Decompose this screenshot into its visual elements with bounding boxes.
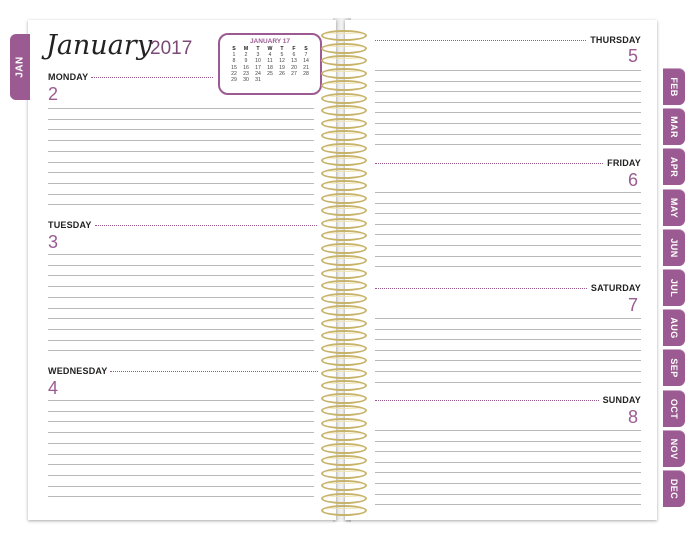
date-cell: 20 <box>291 64 297 71</box>
ruled-line <box>48 275 314 276</box>
ruled-line <box>375 382 641 383</box>
ruled-line <box>48 204 314 205</box>
ruled-line <box>375 318 641 319</box>
ruled-line <box>48 486 314 487</box>
ruled-line <box>48 162 314 163</box>
coil-ring <box>321 155 367 166</box>
date-cell: 25 <box>267 70 273 77</box>
date-cell: 24 <box>255 70 261 77</box>
ruled-line <box>48 172 314 173</box>
ruled-line <box>375 441 641 442</box>
date-cell: 8 <box>232 58 236 65</box>
day-name: SATURDAY <box>590 283 641 293</box>
weekday-label: W <box>267 46 273 52</box>
ruled-line <box>48 475 314 476</box>
date-cell <box>276 77 288 83</box>
coil-ring <box>321 468 367 479</box>
ruled-line <box>48 421 314 422</box>
weekday-label: T <box>256 46 260 52</box>
ruled-line <box>48 151 314 152</box>
ruled-line <box>48 286 314 287</box>
mini-calendar-title: JANUARY 17 <box>249 38 291 45</box>
ruled-line <box>48 318 314 319</box>
year-title: 2017 <box>150 38 193 59</box>
ruled-line <box>48 454 314 455</box>
coil-ring <box>321 480 367 491</box>
month-tab-apr[interactable] <box>663 148 685 185</box>
ruled-line <box>48 140 314 141</box>
month-tab-dec[interactable] <box>663 470 685 507</box>
ruled-line <box>48 183 314 184</box>
date-cell <box>264 77 276 83</box>
month-tab-jan[interactable] <box>10 34 30 100</box>
ruled-line <box>48 443 314 444</box>
day-name: WEDNESDAY <box>48 366 108 376</box>
mini-calendar-grid <box>228 46 312 83</box>
coil-ring <box>321 405 367 416</box>
weekday-label: S <box>232 46 236 52</box>
right-page <box>345 20 657 520</box>
ruled-line <box>375 70 641 71</box>
month-tab-label: MAR <box>669 116 679 139</box>
ruled-line <box>375 245 641 246</box>
ruled-line <box>375 224 641 225</box>
coil-ring <box>321 205 367 216</box>
date-cell: 28 <box>303 70 309 77</box>
ruled-line <box>375 256 641 257</box>
day-header-wednesday <box>48 366 318 376</box>
day-name: MONDAY <box>48 72 89 82</box>
ruled-line <box>375 234 641 235</box>
coil-ring <box>321 43 367 54</box>
ruled-line <box>375 494 641 495</box>
month-tab-jul[interactable] <box>663 269 685 306</box>
coil-ring <box>321 280 367 291</box>
weekday-label: T <box>280 46 284 52</box>
coil-ring <box>321 268 367 279</box>
day-name: FRIDAY <box>607 158 641 168</box>
ruled-line <box>48 265 314 266</box>
ruled-line <box>48 432 314 433</box>
ruled-line <box>48 340 314 341</box>
month-tab-label: SEP <box>669 358 679 378</box>
date-cell: 2 <box>244 52 248 59</box>
day-number: 5 <box>628 46 639 66</box>
date-cell: 17 <box>255 64 261 71</box>
month-tab-label: APR <box>669 157 679 178</box>
coil-ring <box>321 330 367 341</box>
coil-ring <box>321 293 367 304</box>
coil-ring <box>321 318 367 329</box>
day-name: THURSDAY <box>590 35 641 45</box>
month-tab-label: FEB <box>669 77 679 97</box>
month-tab-sep[interactable] <box>663 349 685 386</box>
coil-ring <box>321 243 367 254</box>
coil-ring <box>321 430 367 441</box>
day-number: 6 <box>628 170 639 190</box>
date-cell: 4 <box>268 52 272 59</box>
date-cell: 11 <box>267 58 273 65</box>
dotted-divider <box>375 40 586 41</box>
day-header-monday <box>48 72 213 82</box>
coil-ring <box>321 93 367 104</box>
mini-calendar <box>218 33 322 95</box>
date-cell: 1 <box>232 52 236 59</box>
date-cell: 27 <box>291 70 297 77</box>
month-tab-aug[interactable] <box>663 309 685 346</box>
ruled-line <box>375 134 641 135</box>
coil-ring <box>321 168 367 179</box>
month-tab-label: OCT <box>669 398 679 419</box>
day-header-friday <box>375 158 641 168</box>
date-cell: 26 <box>279 70 285 77</box>
weekday-label: M <box>243 46 249 52</box>
dotted-divider <box>375 400 599 401</box>
dotted-divider <box>375 163 603 164</box>
coil-ring <box>321 193 367 204</box>
dotted-divider <box>91 77 213 78</box>
date-cell: 21 <box>303 64 309 71</box>
dotted-divider <box>375 288 587 289</box>
day-name: SUNDAY <box>602 395 641 405</box>
date-cell: 22 <box>231 70 237 77</box>
day-number: 3 <box>48 232 59 252</box>
ruled-line <box>48 411 314 412</box>
date-cell: 15 <box>231 64 237 71</box>
ruled-line <box>375 81 641 82</box>
coil-ring <box>321 80 367 91</box>
date-cell: 3 <box>256 52 260 59</box>
ruled-line <box>48 254 314 255</box>
date-cell: 5 <box>280 52 284 59</box>
day-number: 4 <box>48 378 59 398</box>
ruled-line <box>375 213 641 214</box>
day-name: TUESDAY <box>48 220 92 230</box>
date-cell: 6 <box>292 52 296 59</box>
ruled-line <box>375 504 641 505</box>
date-cell: 19 <box>279 64 285 71</box>
day-number: 8 <box>628 407 639 427</box>
ruled-line <box>375 144 641 145</box>
month-tab-label: JAN <box>14 56 26 78</box>
date-cell: 13 <box>291 58 297 65</box>
weekday-label: S <box>304 46 308 52</box>
coil-ring <box>321 443 367 454</box>
ruled-line <box>48 194 314 195</box>
dotted-divider <box>110 371 318 372</box>
coil-ring <box>321 255 367 266</box>
ruled-line <box>48 350 314 351</box>
ruled-line <box>375 192 641 193</box>
coil-ring <box>321 230 367 241</box>
date-cell <box>300 77 312 83</box>
date-cell: 14 <box>303 58 309 65</box>
date-cell: 18 <box>267 64 273 71</box>
ruled-line <box>375 483 641 484</box>
month-tab-label: AUG <box>669 317 679 339</box>
ruled-line <box>375 472 641 473</box>
day-header-sunday <box>375 395 641 405</box>
ruled-line <box>375 266 641 267</box>
day-header-tuesday <box>48 220 317 230</box>
date-cell: 23 <box>243 70 249 77</box>
coil-ring <box>321 393 367 404</box>
coil-ring <box>321 493 367 504</box>
month-title: January <box>46 30 152 61</box>
ruled-line <box>48 129 314 130</box>
coil-ring <box>321 180 367 191</box>
date-cell: 30 <box>243 77 249 84</box>
month-tab-mar[interactable] <box>663 108 685 145</box>
ruled-line <box>375 360 641 361</box>
date-cell: 12 <box>279 58 285 65</box>
ruled-line <box>48 119 314 120</box>
ruled-line <box>375 371 641 372</box>
coil-ring <box>321 30 367 41</box>
date-cell: 31 <box>255 77 261 84</box>
ruled-line <box>375 451 641 452</box>
day-number: 2 <box>48 84 59 104</box>
month-tab-feb[interactable] <box>663 68 685 105</box>
date-cell: 29 <box>231 77 237 84</box>
coil-ring <box>321 505 367 516</box>
coil-ring <box>321 305 367 316</box>
coil-ring <box>321 368 367 379</box>
ruled-line <box>48 308 314 309</box>
ruled-line <box>375 430 641 431</box>
month-tab-label: JUN <box>669 238 679 258</box>
coil-ring <box>321 68 367 79</box>
ruled-line <box>375 112 641 113</box>
coil-ring <box>321 380 367 391</box>
date-cell <box>288 77 300 83</box>
month-tab-jun[interactable] <box>663 229 685 266</box>
date-cell: 10 <box>255 58 261 65</box>
coil-ring <box>321 418 367 429</box>
ruled-line <box>375 203 641 204</box>
ruled-line <box>375 91 641 92</box>
weekday-label: F <box>292 46 296 52</box>
month-tab-nov[interactable] <box>663 430 685 467</box>
coil-ring <box>321 130 367 141</box>
coil-ring <box>321 118 367 129</box>
ruled-line <box>375 462 641 463</box>
month-tab-oct[interactable] <box>663 390 685 427</box>
day-header-saturday <box>375 283 641 293</box>
coil-ring <box>321 355 367 366</box>
ruled-line <box>48 297 314 298</box>
coil-ring <box>321 143 367 154</box>
month-tab-strip <box>663 68 685 512</box>
month-tab-may[interactable] <box>663 189 685 226</box>
coil-ring <box>321 343 367 354</box>
ruled-line <box>375 350 641 351</box>
coil-ring <box>321 455 367 466</box>
coil-ring <box>321 218 367 229</box>
ruled-line <box>48 329 314 330</box>
ruled-line <box>48 108 314 109</box>
day-header-thursday <box>375 35 641 45</box>
ruled-line <box>375 123 641 124</box>
date-cell: 9 <box>244 58 248 65</box>
month-tab-label: MAY <box>669 197 679 218</box>
date-cell: 16 <box>243 64 249 71</box>
coil-ring <box>321 105 367 116</box>
ruled-line <box>48 464 314 465</box>
ruled-line <box>375 329 641 330</box>
ruled-line <box>48 496 314 497</box>
ruled-line <box>375 339 641 340</box>
ruled-line <box>375 102 641 103</box>
ruled-line <box>48 400 314 401</box>
month-tab-label: NOV <box>669 438 679 460</box>
month-tab-label: JUL <box>669 278 679 298</box>
day-number: 7 <box>628 295 639 315</box>
dotted-divider <box>95 225 317 226</box>
month-tab-label: DEC <box>669 478 679 500</box>
left-page <box>28 20 336 520</box>
date-cell: 7 <box>304 52 308 59</box>
coil-ring <box>321 55 367 66</box>
